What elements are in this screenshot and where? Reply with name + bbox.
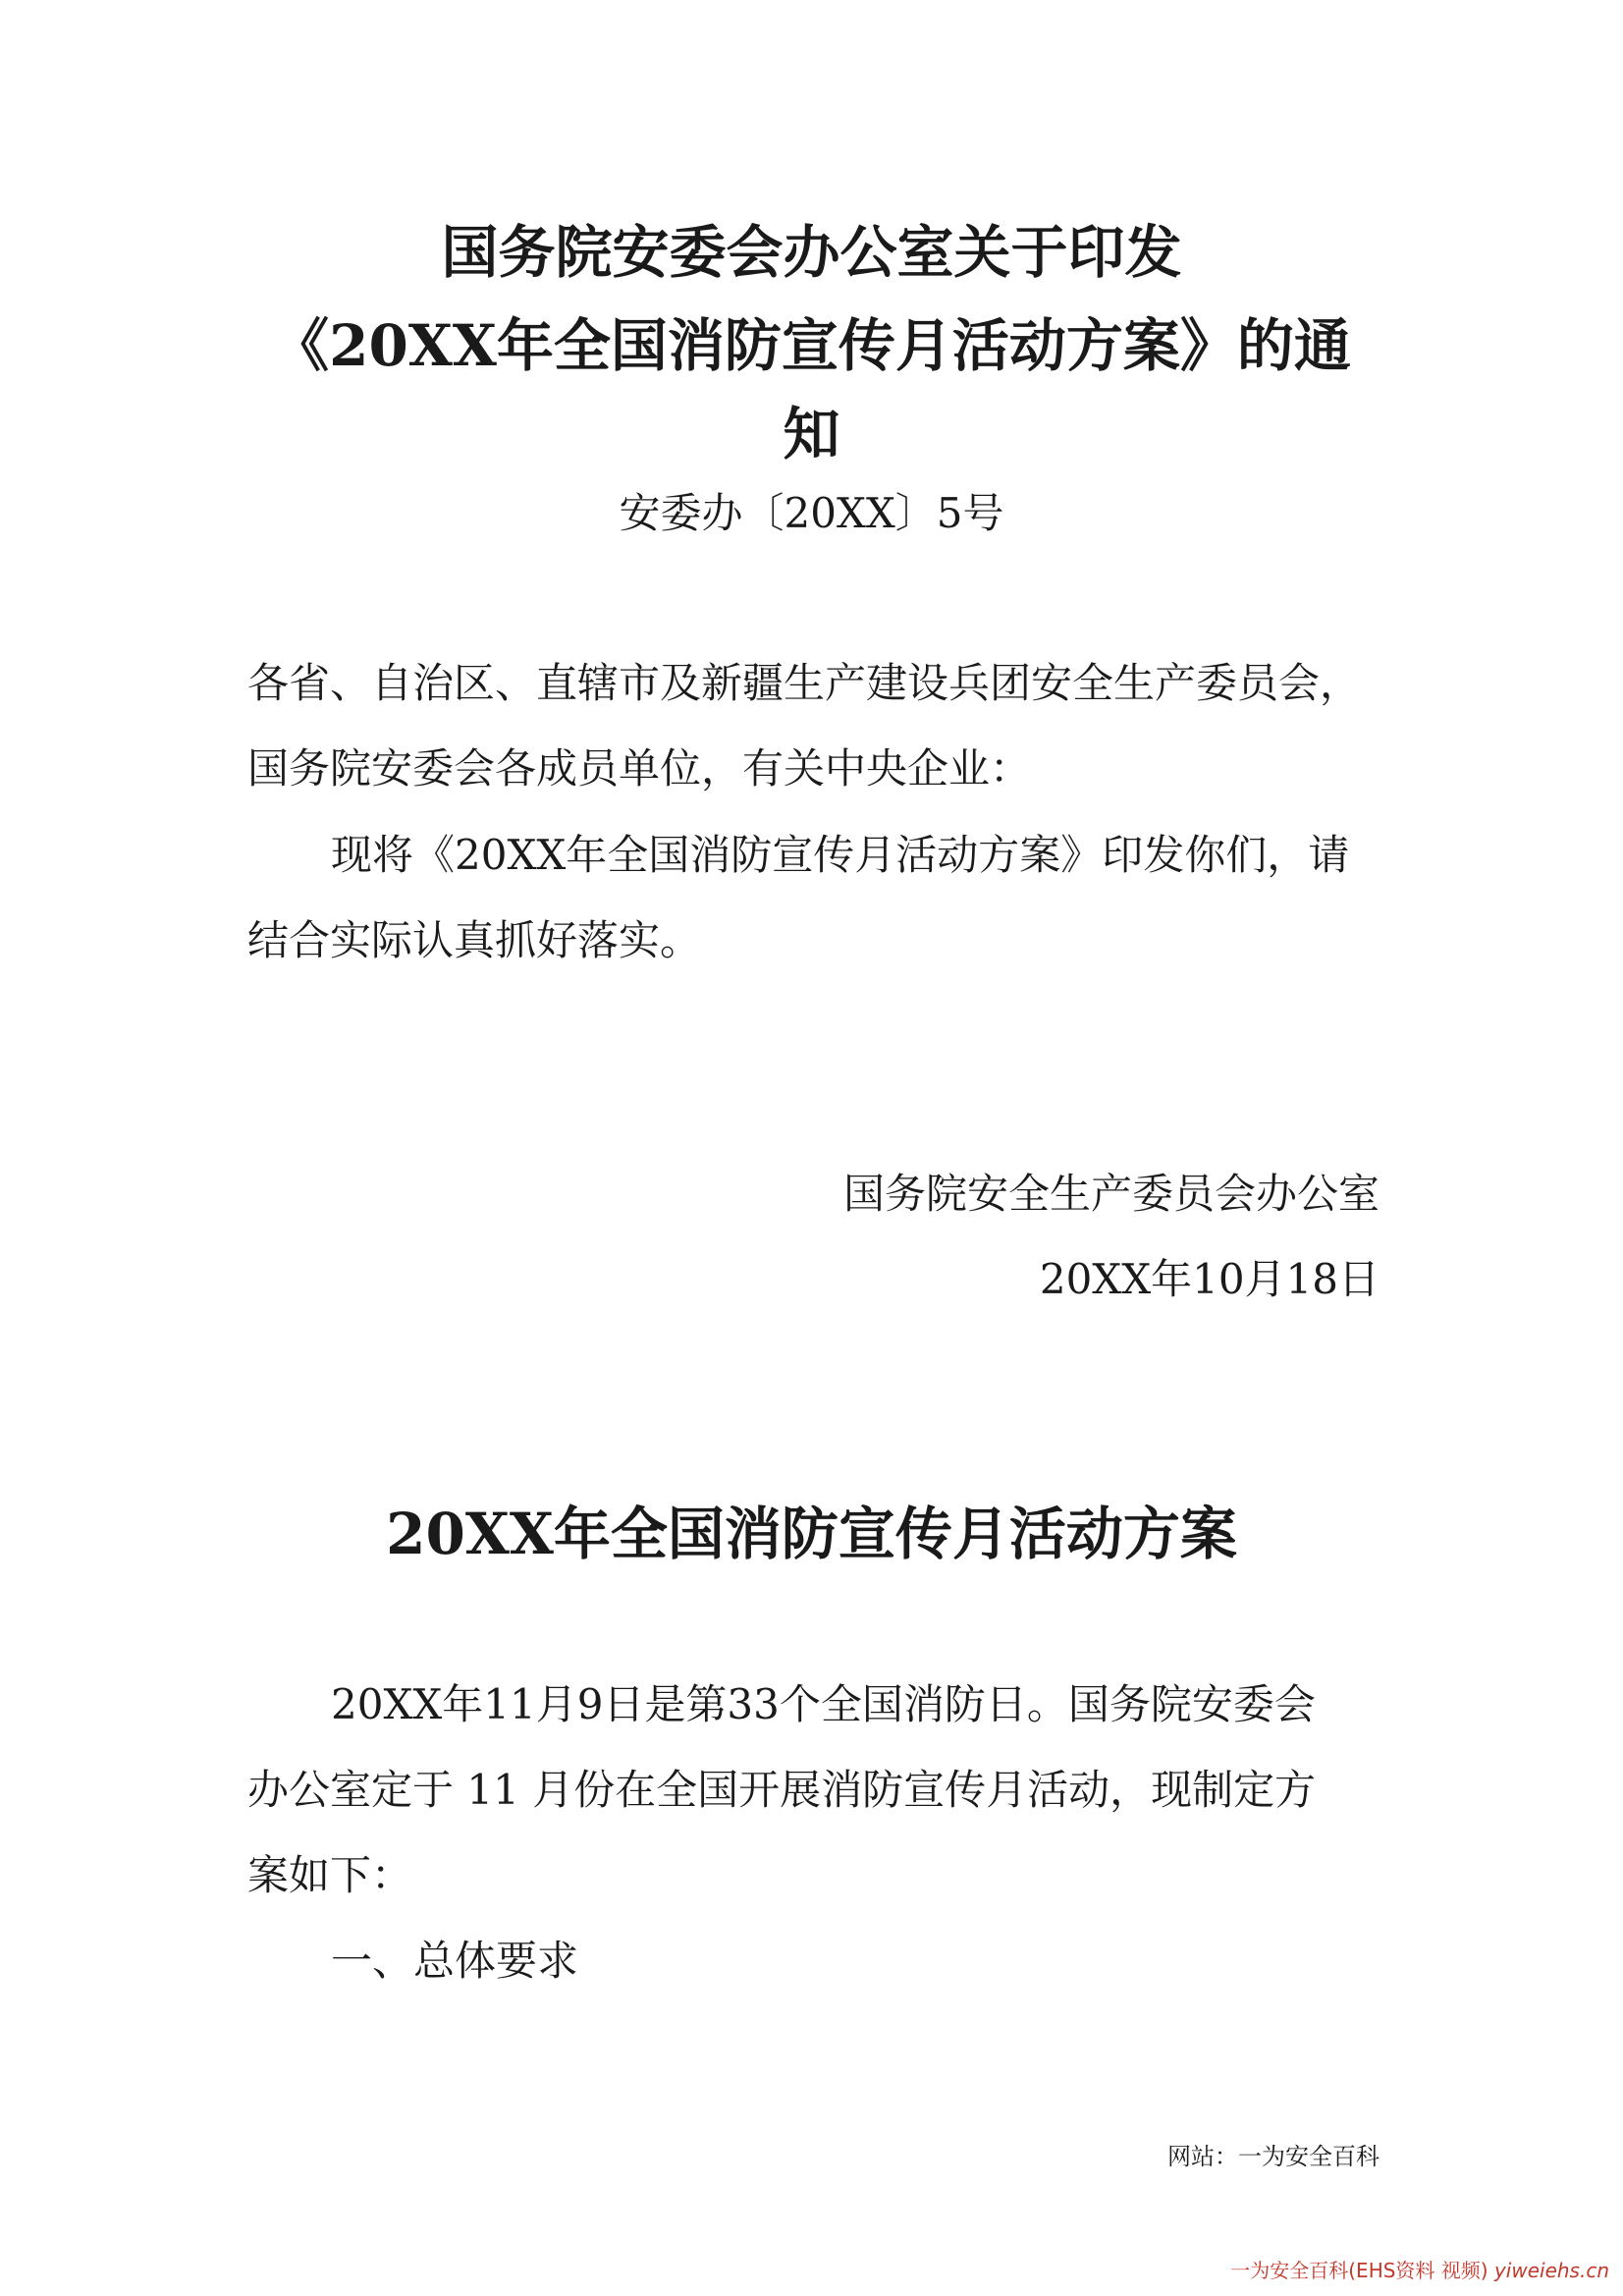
document-number: 安委办〔20XX〕5号: [619, 489, 1004, 537]
notice-body-line-2: 结合实际认真抓好落实。: [247, 916, 702, 964]
footer-brand-domain[interactable]: yiweiehs.cn: [1493, 2259, 1609, 2282]
footer-site-label: 网站：一为安全百科: [1167, 2143, 1380, 2170]
signature-organization: 国务院安全生产委员会办公室: [842, 1170, 1380, 1218]
notice-body-line-1: 现将《20XX年全国消防宣传月活动方案》印发你们，请: [331, 831, 1350, 879]
notice-title-line-3: 知: [783, 401, 840, 467]
plan-intro-line-2: 办公室定于 11 月份在全国开展消防宣传月活动，现制定方: [247, 1766, 1317, 1814]
plan-intro-line-3: 案如下：: [247, 1851, 413, 1899]
footer-brand-text: 一为安全百科(EHS资料 视频): [1230, 2259, 1494, 2282]
notice-title-line-2: 《20XX年全国消防宣传月活动方案》的通: [272, 312, 1351, 379]
footer-brand[interactable]: [1230, 2255, 1609, 2283]
signature-date: 20XX年10月18日: [1039, 1255, 1380, 1303]
section-heading-1: 一、总体要求: [331, 1937, 579, 1985]
notice-title-line-1: 国务院安委会办公室关于印发: [441, 219, 1182, 286]
plan-intro-line-1: 20XX年11月9日是第33个全国消防日。国务院安委会: [331, 1680, 1316, 1728]
recipients-line-1: 各省、自治区、直辖市及新疆生产建设兵团安全生产委员会，: [247, 659, 1362, 707]
recipients-line-2: 国务院安委会各成员单位，有关中央企业：: [247, 744, 1032, 793]
plan-title: 20XX年全国消防宣传月活动方案: [386, 1501, 1237, 1567]
